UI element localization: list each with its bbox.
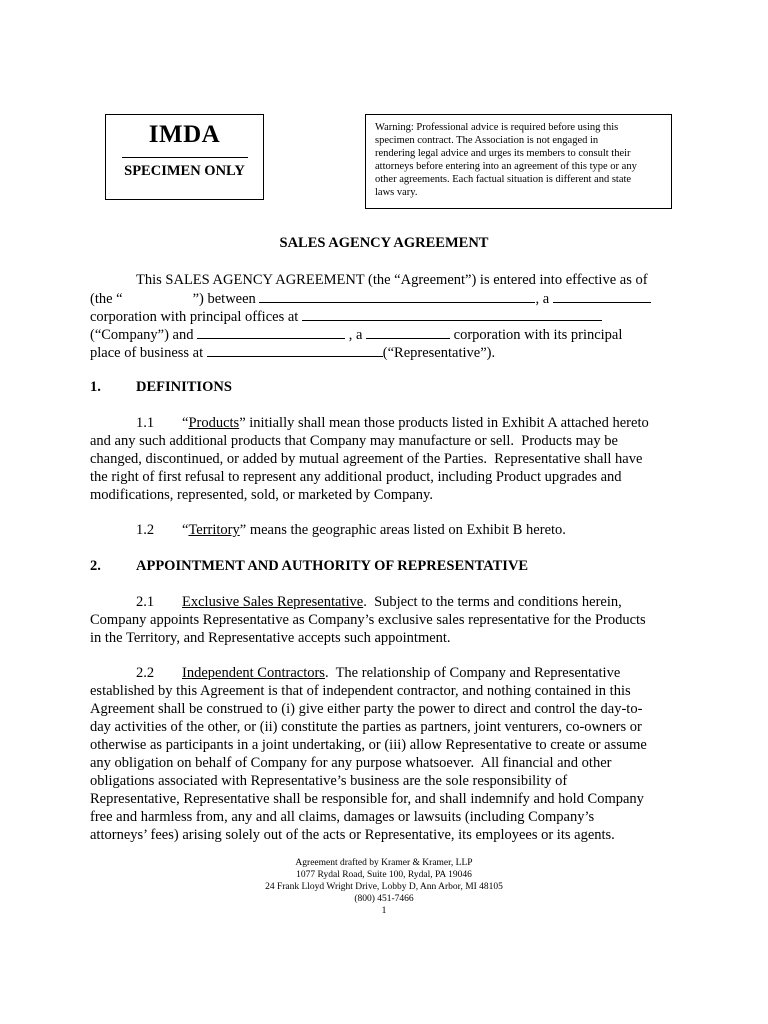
blank-company-address bbox=[302, 307, 602, 321]
paragraph-line: established by this Agreement is that of independent contractor, and nothing contained in this bbox=[90, 683, 631, 699]
paragraph-line bbox=[136, 664, 620, 682]
blank-rep-state bbox=[366, 325, 450, 339]
defined-term: Products bbox=[188, 415, 240, 431]
paragraph-line: modifications, represented, sold, or marketed by Company. bbox=[90, 487, 433, 503]
intro-line bbox=[90, 307, 602, 326]
page-footer bbox=[0, 857, 768, 917]
paragraph-line: day activities of the other, or (ii) constitute the parties as partners, joint venturers, co-owners or bbox=[90, 719, 642, 735]
paragraph-line: changed, discontinued, or added by mutual agreement of the Parties. Representative shall have bbox=[90, 451, 643, 467]
paragraph-line: free and harmless from, any and all claims, damages or lawsuits (including Company’s bbox=[90, 809, 595, 825]
paragraph-line bbox=[136, 414, 649, 432]
clause-number: 2.1 bbox=[136, 594, 155, 610]
paragraph-line: any obligation on behalf of Company for any purpose whatsoever. All financial and other bbox=[90, 755, 612, 771]
paragraph-line: and any such additional products that Company may manufacture or sell. Products may be bbox=[90, 433, 618, 449]
intro-text: (“Representative”). bbox=[382, 345, 496, 361]
warning-line: other agreements. Each factual situation is different and state bbox=[375, 174, 632, 185]
intro-line bbox=[136, 271, 648, 289]
warning-notice bbox=[365, 114, 672, 209]
footer-line: (800) 451-7466 bbox=[354, 894, 414, 904]
page-number: 1 bbox=[381, 906, 387, 916]
clause-text: “ bbox=[182, 522, 189, 538]
clause-text: ” means the geographic areas listed on Exhibit B hereto. bbox=[239, 522, 566, 538]
intro-line bbox=[90, 325, 622, 344]
paragraph-line: otherwise as participants in a joint undertaking, or (iii) allow Representative to create or assume bbox=[90, 737, 647, 753]
clause-number: 1.2 bbox=[136, 522, 155, 538]
section-number: 1. bbox=[90, 379, 101, 395]
intro-text: corporation with principal offices at bbox=[90, 309, 302, 325]
section-number: 2. bbox=[90, 558, 101, 574]
paragraph-line: obligations associated with Representative’s business are the sole responsibility of bbox=[90, 773, 568, 789]
document-title: SALES AGENCY AGREEMENT bbox=[279, 235, 489, 251]
defined-term: Territory bbox=[188, 522, 240, 538]
footer-line: 1077 Rydal Road, Suite 100, Rydal, PA 19046 bbox=[296, 870, 472, 880]
paragraph-line: Company appoints Representative as Company’s exclusive sales representative for the Products bbox=[90, 612, 646, 628]
intro-text: This SALES AGENCY AGREEMENT (the “Agreement”) is entered into effective as of bbox=[136, 272, 648, 288]
clause-number: 2.2 bbox=[136, 665, 155, 681]
blank-state bbox=[553, 289, 651, 303]
clause-text: ” initially shall mean those products listed in Exhibit A attached hereto bbox=[239, 415, 649, 431]
paragraph-line: the right of first refusal to represent any additional product, including Product upgrades and bbox=[90, 469, 622, 485]
footer-line: Agreement drafted by Kramer & Kramer, LLP bbox=[295, 858, 473, 868]
paragraph-line: Agreement shall be construed to (i) give either party the power to direct and control the day-to- bbox=[90, 701, 643, 717]
intro-line bbox=[90, 343, 495, 362]
blank-rep-address bbox=[207, 343, 383, 357]
blank-representative-name bbox=[197, 325, 345, 339]
paragraph-line bbox=[136, 521, 566, 539]
warning-line: rendering legal advice and urges its members to consult their bbox=[375, 148, 631, 159]
paragraph-line: in the Territory, and Representative accepts such appointment. bbox=[90, 630, 451, 646]
warning-line: Warning: Professional advice is required before using this bbox=[375, 122, 619, 133]
clause-text: “ bbox=[182, 415, 189, 431]
badge-title: IMDA bbox=[148, 121, 221, 148]
section-heading bbox=[90, 557, 528, 575]
warning-line: attorneys before entering into an agreement of this type or any bbox=[375, 161, 637, 172]
paragraph-line bbox=[136, 593, 622, 611]
clause-text: . Subject to the terms and conditions herein, bbox=[363, 594, 622, 610]
paragraph-line: Representative, Representative shall be responsible for, and shall indemnify and hold Company bbox=[90, 791, 644, 807]
warning-line: specimen contract. The Association is not engaged in bbox=[375, 135, 599, 146]
paragraph-line: attorneys’ fees) arising solely out of the acts or Representative, its employees or its agents. bbox=[90, 827, 615, 843]
clause-number: 1.1 bbox=[136, 415, 155, 431]
badge-divider bbox=[122, 157, 248, 158]
intro-text: place of business at bbox=[90, 345, 207, 361]
intro-text: (“Company”) and bbox=[90, 327, 198, 343]
intro-text: corporation with its principal bbox=[450, 327, 623, 343]
section-title: DEFINITIONS bbox=[136, 379, 232, 395]
clause-heading: Independent Contractors bbox=[182, 665, 325, 681]
footer-line: 24 Frank Lloyd Wright Drive, Lobby D, Ann Arbor, MI 48105 bbox=[265, 882, 503, 892]
specimen-badge bbox=[105, 114, 264, 200]
intro-text: , a bbox=[535, 291, 553, 307]
intro-text: (the “ bbox=[90, 291, 123, 307]
clause-heading: Exclusive Sales Representative bbox=[182, 594, 364, 610]
blank-party-name bbox=[259, 289, 535, 303]
section-heading bbox=[90, 378, 232, 396]
intro-text: , a bbox=[345, 327, 367, 343]
badge-subtitle: SPECIMEN ONLY bbox=[124, 163, 245, 179]
warning-line: laws vary. bbox=[375, 187, 418, 198]
clause-text: . The relationship of Company and Representative bbox=[324, 665, 621, 681]
section-title: APPOINTMENT AND AUTHORITY OF REPRESENTATIVE bbox=[136, 558, 529, 574]
intro-line bbox=[90, 289, 651, 308]
intro-text: ”) between bbox=[192, 291, 260, 307]
